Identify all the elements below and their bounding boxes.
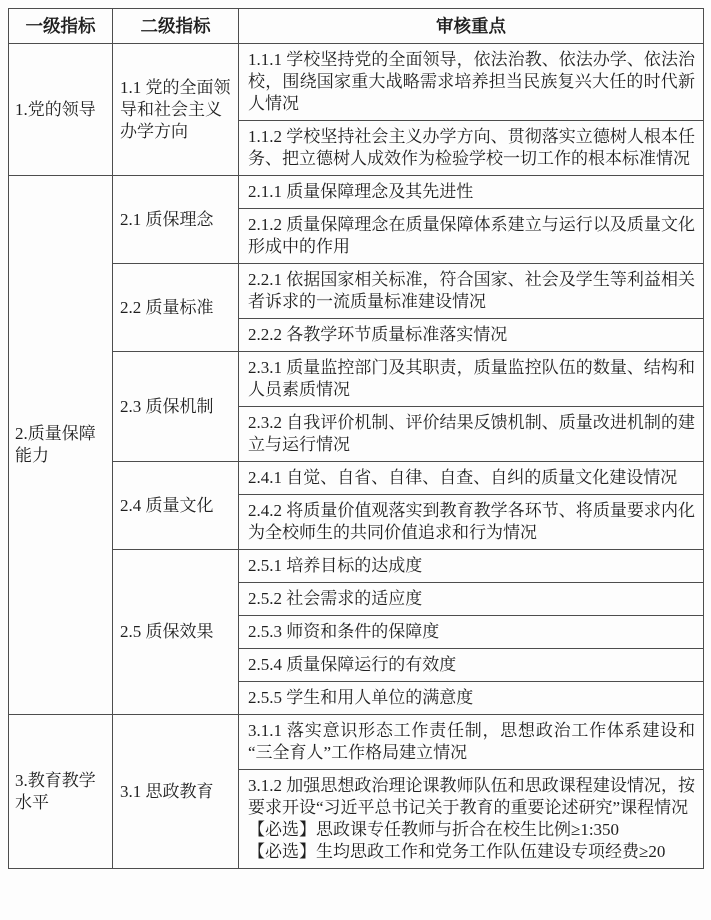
level1-cell-quality-assurance-capability: 2.质量保障能力: [9, 176, 113, 715]
table-row: [9, 550, 704, 583]
focus-required-item-ratio: 【必选】思政课专任教师与折合在校生比例≥1:350: [248, 820, 620, 839]
focus-cell-2-5-2: 2.5.2 社会需求的适应度: [239, 583, 704, 616]
focus-cell-2-3-1: 2.3.1 质量监控部门及其职责，质量监控队伍的数量、结构和人员素质情况: [239, 352, 704, 407]
focus-cell-3-1-2: [239, 770, 704, 869]
level2-cell-2-1: 2.1 质保理念: [113, 176, 239, 264]
focus-cell-2-5-4: 2.5.4 质量保障运行的有效度: [239, 649, 704, 682]
level2-cell-1-1: 1.1 党的全面领导和社会主义办学方向: [113, 44, 239, 176]
focus-cell-2-3-2: 2.3.2 自我评价机制、评价结果反馈机制、质量改进机制的建立与运行情况: [239, 407, 704, 462]
table-row: [9, 176, 704, 209]
focus-cell-2-5-5: 2.5.5 学生和用人单位的满意度: [239, 682, 704, 715]
focus-required-item-funding: 【必选】生均思政工作和党务工作队伍建设专项经费≥20: [248, 842, 666, 861]
focus-cell-2-2-2: 2.2.2 各教学环节质量标准落实情况: [239, 319, 704, 352]
column-header-level1-indicator: 一级指标: [9, 9, 113, 44]
table-row: [9, 352, 704, 407]
level2-cell-2-2: 2.2 质量标准: [113, 264, 239, 352]
level2-cell-2-5: 2.5 质保效果: [113, 550, 239, 715]
focus-cell-2-5-1: 2.5.1 培养目标的达成度: [239, 550, 704, 583]
column-header-level2-indicator: 二级指标: [113, 9, 239, 44]
focus-cell-3-1-2-text: 3.1.2 加强思想政治理论课教师队伍和思政课程建设情况，按要求开设“习近平总书记关于教育的重要论述研究”课程情况: [248, 776, 695, 817]
level2-cell-2-4: 2.4 质量文化: [113, 462, 239, 550]
focus-cell-2-5-3: 2.5.3 师资和条件的保障度: [239, 616, 704, 649]
focus-cell-2-4-1: 2.4.1 自觉、自省、自律、自查、自纠的质量文化建设情况: [239, 462, 704, 495]
focus-cell-1-1-2: 1.1.2 学校坚持社会主义办学方向、贯彻落实立德树人根本任务、把立德树人成效作为检验学校一切工作的根本标准情况: [239, 121, 704, 176]
focus-cell-2-1-2: 2.1.2 质量保障理念在质量保障体系建立与运行以及质量文化形成中的作用: [239, 209, 704, 264]
focus-cell-3-1-1: 3.1.1 落实意识形态工作责任制，思想政治工作体系建设和“三全育人”工作格局建立情况: [239, 715, 704, 770]
focus-cell-2-1-1: 2.1.1 质量保障理念及其先进性: [239, 176, 704, 209]
table-row: [9, 715, 704, 770]
table-row: [9, 462, 704, 495]
table-row: [9, 264, 704, 319]
header-row: [9, 9, 704, 44]
level2-cell-3-1: 3.1 思政教育: [113, 715, 239, 869]
column-header-review-focus: 审核重点: [239, 9, 704, 44]
table-row: [9, 44, 704, 121]
assessment-indicator-table: [8, 8, 704, 869]
level1-cell-party-leadership: 1.党的领导: [9, 44, 113, 176]
focus-cell-2-4-2: 2.4.2 将质量价值观落实到教育教学各环节、将质量要求内化为全校师生的共同价值追求和行为情况: [239, 495, 704, 550]
level1-cell-education-teaching-level: 3.教育教学水平: [9, 715, 113, 869]
level2-cell-2-3: 2.3 质保机制: [113, 352, 239, 462]
focus-cell-1-1-1: 1.1.1 学校坚持党的全面领导，依法治教、依法办学、依法治校，围绕国家重大战略需求培养担当民族复兴大任的时代新人情况: [239, 44, 704, 121]
focus-cell-2-2-1: 2.2.1 依据国家相关标准，符合国家、社会及学生等利益相关者诉求的一流质量标准建设情况: [239, 264, 704, 319]
